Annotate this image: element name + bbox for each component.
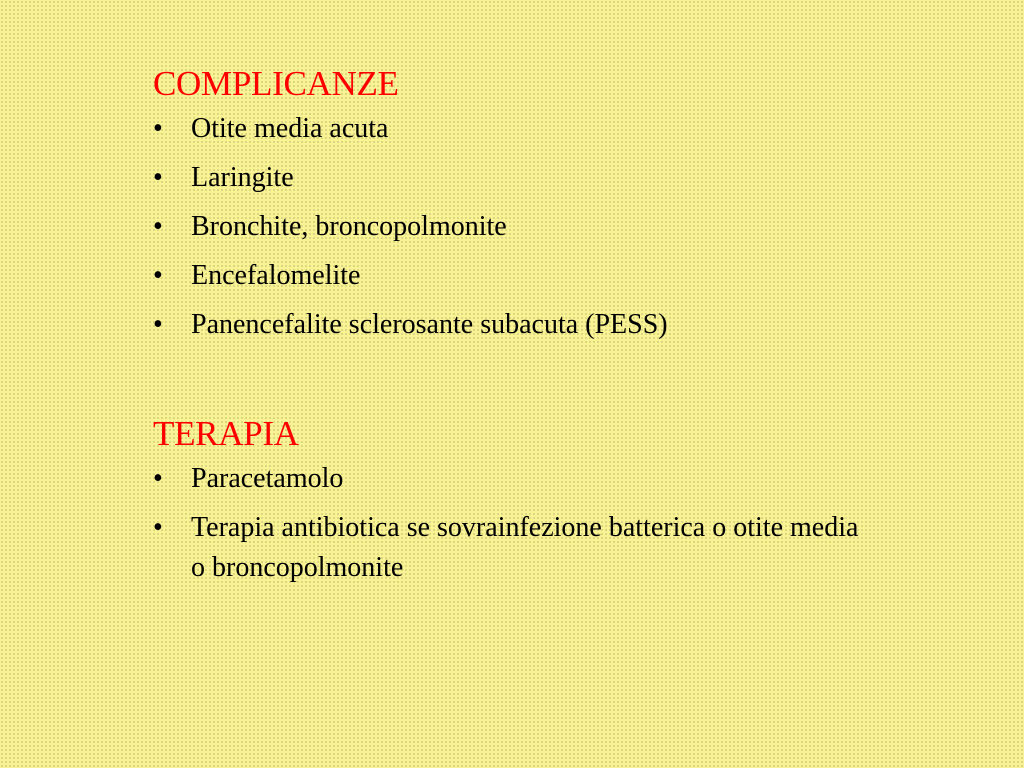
bullet-icon: • xyxy=(153,162,163,193)
list-item xyxy=(153,207,873,247)
bullet-icon: • xyxy=(153,463,163,494)
bullet-icon: • xyxy=(153,309,163,340)
bullet-icon: • xyxy=(153,211,163,242)
complicanze-section xyxy=(153,64,873,354)
list-item xyxy=(153,305,873,345)
bullet-icon: • xyxy=(153,260,163,291)
terapia-heading: TERAPIA xyxy=(153,414,299,453)
list-item-text: Terapia antibiotica se sovrainfezione batterica o otite media o broncopolmonite xyxy=(191,512,859,583)
list-item-text: Bronchite, broncopolmonite xyxy=(191,211,507,242)
list-item xyxy=(153,256,873,296)
list-item xyxy=(153,109,873,149)
complicanze-heading: COMPLICANZE xyxy=(153,64,399,103)
complicanze-list xyxy=(153,109,873,345)
bullet-icon: • xyxy=(153,113,163,144)
list-item xyxy=(153,158,873,198)
list-item-text: Paracetamolo xyxy=(191,463,344,494)
terapia-section xyxy=(153,414,873,597)
list-item-text: Laringite xyxy=(191,162,294,193)
bullet-icon: • xyxy=(153,512,163,543)
list-item-text: Encefalomelite xyxy=(191,260,361,291)
list-item xyxy=(153,508,873,588)
list-item-text: Otite media acuta xyxy=(191,113,389,144)
list-item-text: Panencefalite sclerosante subacuta (PESS) xyxy=(191,309,668,340)
list-item xyxy=(153,459,873,499)
terapia-list xyxy=(153,459,873,588)
